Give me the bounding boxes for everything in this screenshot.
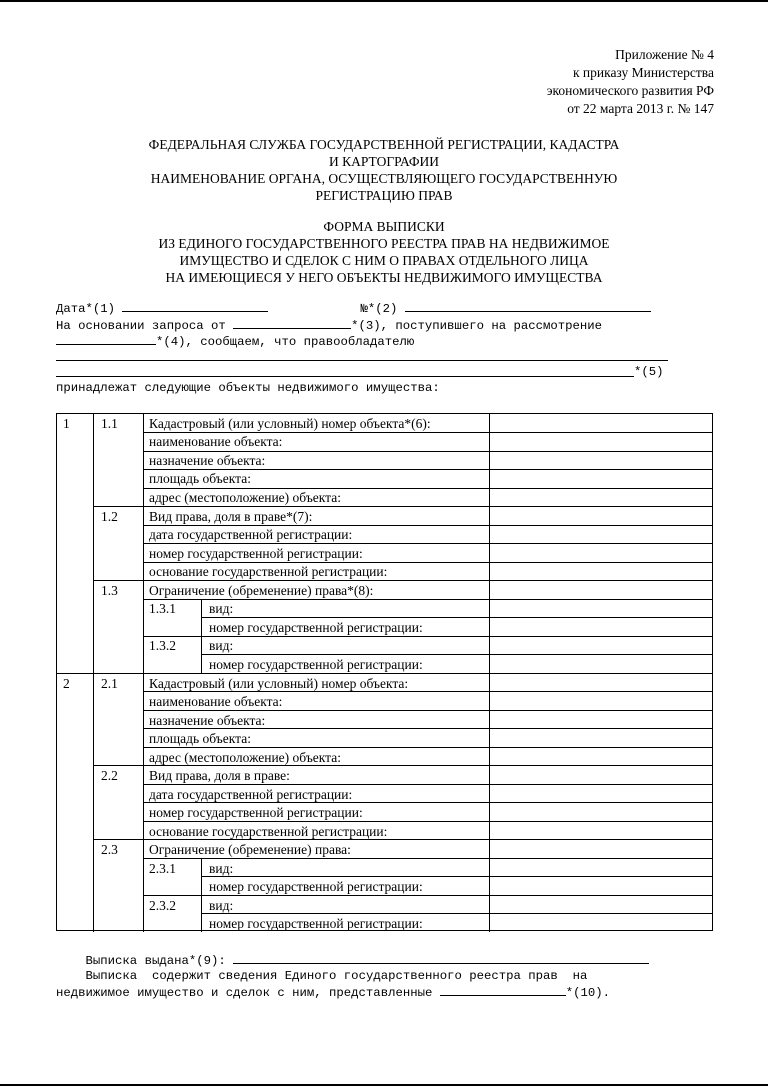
bottom-border [0, 1084, 768, 1086]
number-field[interactable] [405, 300, 651, 312]
field-label: наименование объекта: [149, 694, 283, 709]
field-label: Ограничение (обременение) права: [149, 842, 351, 857]
appendix-reference [547, 46, 714, 118]
field-label: вид: [209, 601, 234, 616]
field-label: Кадастровый (или условный) номер объекта: [149, 676, 409, 691]
field-label: номер государственной регистрации: [149, 805, 363, 820]
object-number: 1 [63, 416, 70, 431]
section-number: 1.3 [101, 583, 118, 598]
grid-line [201, 617, 713, 618]
contains-line-2 [56, 984, 716, 1001]
grid-line [57, 673, 713, 674]
appendix-line-4: от 22 марта 2013 г. № 147 [567, 101, 714, 116]
issued-label: Выписка выдана*(9): [85, 954, 226, 968]
appendix-line-3: экономического развития РФ [546, 83, 714, 98]
field-label: Вид права, доля в праве: [149, 768, 290, 783]
field-label: назначение объекта: [149, 713, 266, 728]
basis-suffix: *(3), поступившего на рассмотрение [351, 319, 603, 333]
field-label: дата государственной регистрации: [149, 787, 353, 802]
grid-line [143, 710, 713, 711]
grid-line [201, 876, 713, 877]
objects-table [56, 413, 713, 931]
form-title-line-1: ФОРМА ВЫПИСКИ [323, 219, 445, 234]
owner-field-line-2[interactable] [56, 376, 634, 377]
grid-line [143, 895, 713, 896]
contains-text-2: недвижимое имущество и сделок с ним, представленные [56, 986, 433, 1000]
field-label: дата государственной регистрации: [149, 527, 353, 542]
subsection-number: 2.3.2 [149, 898, 176, 913]
appendix-line-1: Приложение № 4 [615, 47, 714, 62]
date-label: Дата*(1) [56, 302, 116, 316]
issued-to-field[interactable] [233, 952, 649, 964]
field-label: номер государственной регистрации: [149, 546, 363, 561]
section-number: 2.3 [101, 842, 118, 857]
issued-line [56, 952, 716, 969]
field-label: основание государственной регистрации: [149, 564, 388, 579]
field-label: назначение объекта: [149, 453, 266, 468]
field-label: Кадастровый (или условный) номер объекта*(6): [149, 416, 431, 431]
owner-ref: *(5) [634, 365, 664, 379]
contains-line-1 [56, 968, 716, 984]
form-title-line-2: ИЗ ЕДИНОГО ГОСУДАРСТВЕННОГО РЕЕСТРА ПРАВ НА НЕДВИЖИМОЕ [158, 236, 610, 251]
notify-suffix: *(4), сообщаем, что правообладателю [156, 335, 415, 349]
owner-field-line-1[interactable] [56, 360, 668, 361]
section-number: 2.1 [101, 676, 118, 691]
agency-line-2: И КАРТОГРАФИИ [328, 154, 440, 169]
date-number-line [56, 300, 712, 318]
grid-line [201, 654, 713, 655]
subsection-number: 1.3.1 [149, 601, 176, 616]
field-label: вид: [209, 638, 234, 653]
agency-line-4: РЕГИСТРАЦИЮ ПРАВ [315, 188, 453, 203]
belongs-text: принадлежат следующие объекты недвижимого имущества: [56, 381, 440, 395]
field-label: вид: [209, 861, 234, 876]
grid-line [201, 913, 713, 914]
agency-line-1: ФЕДЕРАЛЬНАЯ СЛУЖБА ГОСУДАРСТВЕННОЙ РЕГИСТРАЦИИ, КАДАСТРА [148, 137, 620, 152]
contains-text-1: Выписка содержит сведения Единого государственного реестра прав на [85, 969, 588, 983]
field-label: наименование объекта: [149, 434, 283, 449]
received-date-field[interactable] [56, 333, 156, 345]
top-border [0, 0, 768, 2]
grid-line [93, 414, 94, 673]
agency-header [56, 136, 712, 204]
form-title [56, 218, 712, 286]
field-label: Вид права, доля в праве*(7): [149, 509, 313, 524]
section-number: 1.2 [101, 509, 118, 524]
object-number: 2 [63, 676, 70, 691]
recipient-field[interactable] [440, 984, 566, 996]
field-label: адрес (местоположение) объекта: [149, 750, 341, 765]
appendix-line-2: к приказу Министерства [572, 65, 714, 80]
grid-line [143, 784, 713, 785]
field-label: адрес (местоположение) объекта: [149, 490, 341, 505]
grid-line [143, 858, 713, 859]
date-field[interactable] [122, 300, 268, 312]
section-number: 1.1 [101, 416, 118, 431]
basis-prefix: На основании запроса от [56, 319, 226, 333]
number-label: №*(2) [360, 302, 398, 316]
field-label: номер государственной регистрации: [209, 916, 423, 931]
grid-line [93, 580, 713, 581]
subsection-number: 1.3.2 [149, 638, 176, 653]
agency-line-3: НАИМЕНОВАНИЕ ОРГАНА, ОСУЩЕСТВЛЯЮЩЕГО ГОСУДАРСТВЕННУЮ [150, 171, 618, 186]
notify-line [56, 333, 712, 351]
form-title-line-4: НА ИМЕЮЩИЕСЯ У НЕГО ОБЪЕКТЫ НЕДВИЖИМОГО ИМУЩЕСТВА [165, 270, 603, 285]
form-title-line-3: ИМУЩЕСТВО И СДЕЛОК С НИМ О ПРАВАХ ОТДЕЛЬНОГО ЛИЦА [179, 253, 589, 268]
grid-line [143, 543, 713, 544]
field-label: основание государственной регистрации: [149, 824, 388, 839]
subsection-number: 2.3.1 [149, 861, 176, 876]
field-label: номер государственной регистрации: [209, 620, 423, 635]
contains-ref: *(10). [565, 986, 611, 1000]
grid-line [93, 673, 94, 932]
grid-line [143, 747, 713, 748]
grid-line [143, 821, 713, 822]
field-label: площадь объекта: [149, 471, 251, 486]
grid-line [93, 506, 713, 507]
request-date-field[interactable] [233, 317, 351, 329]
basis-line [56, 317, 712, 335]
field-label: номер государственной регистрации: [209, 657, 423, 672]
field-label: номер государственной регистрации: [209, 879, 423, 894]
field-label: вид: [209, 898, 234, 913]
field-label: площадь объекта: [149, 731, 251, 746]
field-label: Ограничение (обременение) права*(8): [149, 583, 374, 598]
section-number: 2.2 [101, 768, 118, 783]
